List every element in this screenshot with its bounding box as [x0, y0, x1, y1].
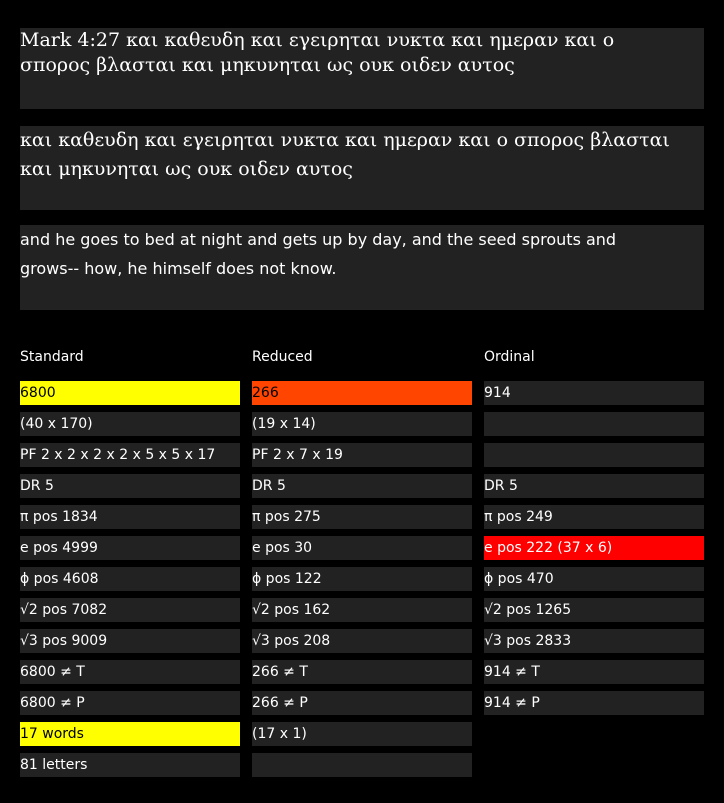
reduced-phi-pos: ϕ pos 122: [252, 567, 472, 591]
ordinal-digital-root: DR 5: [484, 474, 704, 498]
ordinal-factors: [484, 412, 704, 436]
standard-sqrt2-pos: √2 pos 7082: [20, 598, 240, 622]
standard-phi-pos: ϕ pos 4608: [20, 567, 240, 591]
reduced-sqrt3-pos: √3 pos 208: [252, 629, 472, 653]
standard-prime-factors: PF 2 x 2 x 2 x 2 x 5 x 5 x 17: [20, 443, 240, 467]
reduced-not-triangular: 266 ≠ T: [252, 660, 472, 684]
ordinal-not-triangular: 914 ≠ T: [484, 660, 704, 684]
english-line-2: grows-- how, he himself does not know.: [20, 259, 337, 278]
greek-verse-panel: [20, 28, 704, 109]
reduced-header: Reduced: [252, 349, 313, 365]
reduced-e-pos: e pos 30: [252, 536, 472, 560]
ordinal-header: Ordinal: [484, 349, 535, 365]
ordinal-sqrt2-pos: √2 pos 1265: [484, 598, 704, 622]
ordinal-not-prime: 914 ≠ P: [484, 691, 704, 715]
reduced-value: 266: [252, 381, 472, 405]
english-line-1: and he goes to bed at night and gets up by day, and the seed sprouts and: [20, 230, 617, 249]
standard-e-pos: e pos 4999: [20, 536, 240, 560]
reduced-digital-root: DR 5: [252, 474, 472, 498]
reduced-empty-cell: [252, 753, 472, 777]
ordinal-column: [484, 343, 704, 722]
standard-word-count: 17 words: [20, 722, 240, 746]
ordinal-phi-pos: ϕ pos 470: [484, 567, 704, 591]
standard-not-prime: 6800 ≠ P: [20, 691, 240, 715]
ordinal-sqrt3-pos: √3 pos 2833: [484, 629, 704, 653]
greek-verse-line-2: σπορος βλασται και μηκυνηται ως ουκ οιδεν αυτος: [20, 54, 515, 76]
standard-header: Standard: [20, 349, 84, 365]
ordinal-prime-factors: [484, 443, 704, 467]
reduced-word-factors: (17 x 1): [252, 722, 472, 746]
standard-not-triangular: 6800 ≠ T: [20, 660, 240, 684]
ordinal-pi-pos: π pos 249: [484, 505, 704, 529]
reduced-prime-factors: PF 2 x 7 x 19: [252, 443, 472, 467]
greek-text-line-2: και μηκυνηται ως ουκ οιδεν αυτος: [20, 158, 353, 180]
reduced-not-prime: 266 ≠ P: [252, 691, 472, 715]
standard-letter-count: 81 letters: [20, 753, 240, 777]
standard-factors: (40 x 170): [20, 412, 240, 436]
standard-digital-root: DR 5: [20, 474, 240, 498]
standard-sqrt3-pos: √3 pos 9009: [20, 629, 240, 653]
reduced-pi-pos: π pos 275: [252, 505, 472, 529]
english-translation-panel: [20, 225, 704, 310]
reduced-column: [252, 343, 472, 784]
ordinal-e-pos: e pos 222 (37 x 6): [484, 536, 704, 560]
reduced-sqrt2-pos: √2 pos 162: [252, 598, 472, 622]
greek-text-panel: [20, 126, 704, 210]
reduced-factors: (19 x 14): [252, 412, 472, 436]
standard-column: [20, 343, 240, 784]
standard-value: 6800: [20, 381, 240, 405]
greek-text-line-1: και καθευδη και εγειρηται νυκτα και ημεραν και ο σπορος βλασται: [20, 129, 670, 151]
greek-verse-line-1: Mark 4:27 και καθευδη και εγειρηται νυκτα και ημεραν και ο: [20, 29, 615, 51]
ordinal-value: 914: [484, 381, 704, 405]
standard-pi-pos: π pos 1834: [20, 505, 240, 529]
